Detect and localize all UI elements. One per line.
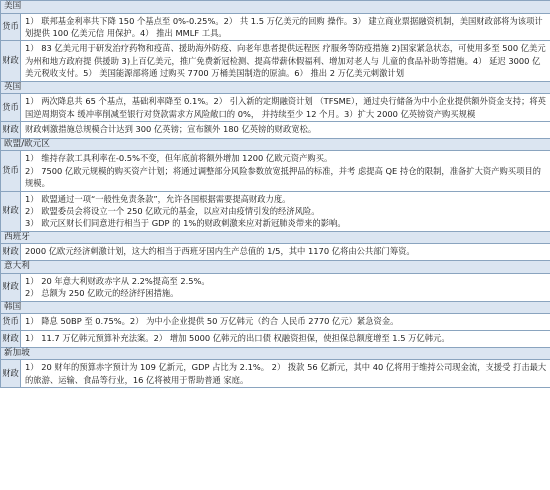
policy-content (21, 314, 550, 331)
policy-row (1, 191, 550, 231)
policy-type: 货币 (1, 13, 21, 41)
policy-line: 1） 83 亿美元用于研发治疗药物和疫苗、援助海外防疫、向老年患者提供远程医 疗服务等防疫措施 2)国家紧急状态，可使用多至 500 亿美元为州和地方政府提 供援助 3)上百亿美元，推广免费新冠检测、提高带薪休假福利、增加对老人与 儿童的食品补助等措施。4） 延迟 3000 亿美元税收支付。5） 美国能源部将通 过购买 7700 万桶美国制造的原油。6） 推出 2 万亿美元刺激计划 (25, 43, 546, 79)
policy-type: 货币 (1, 151, 21, 191)
policy-type: 财政 (1, 244, 21, 261)
country-name: 西班牙 (1, 231, 550, 244)
policy-type: 财政 (1, 41, 21, 81)
policy-type: 财政 (1, 122, 21, 139)
policy-row (1, 331, 550, 348)
policy-line: 2） 总额为 250 亿欧元的经济纾困措施。 (25, 288, 179, 299)
policy-line: 1） 11.7 万亿韩元预算补充法案。2） 增加 5000 亿韩元的出口债 权融资担保，使担保总额度增至 1.5 万亿韩元。 (25, 333, 450, 344)
policy-row (1, 314, 550, 331)
policy-content (21, 273, 550, 301)
country-name: 美国 (1, 1, 550, 14)
policy-row (1, 244, 550, 261)
policy-line: 1） 降息 50BP 至 0.75%。2） 为中小企业提供 50 万亿韩元（约合 人民币 2770 亿元）紧急资金。 (25, 316, 399, 327)
country-row (1, 231, 550, 244)
country-row (1, 1, 550, 14)
policy-type: 财政 (1, 360, 21, 388)
country-name: 英国 (1, 81, 550, 94)
policy-content (21, 41, 550, 81)
policy-row (1, 94, 550, 122)
policy-content (21, 13, 550, 41)
policy-row (1, 273, 550, 301)
policy-content (21, 191, 550, 231)
policy-line: 1） 两次降息共 65 个基点，基础利率降至 0.1%。2） 引入新的定期融资计划 （TFSME），通过央行储备为中小企业提供额外资金支持；将英国逆周期资本 缓冲率削减至银行对贷款需求方风险敞口的 0%， 并持续至少 12 个月。3）扩大 2000 亿英镑资产购买规模 (25, 96, 546, 119)
policy-line: 2） 7500 亿欧元规模的购买资产计划；将通过调整部分风险参数放宽抵押品的标准，并考 虑提高 QE 持仓的限制，准备扩大资产购买项目的规模。 (25, 165, 541, 189)
policy-type: 财政 (1, 273, 21, 301)
policy-type: 财政 (1, 191, 21, 231)
policy-line: 1） 20 财年的预算赤字预计为 109 亿新元，GDP 占比为 2.1%。 2） 拨款 56 亿新元，其中 40 亿将用于维持公司现金流，支援受 打击最大的旅游、运输、食品等行业，16 亿将被用于帮助普通 家庭。 (25, 362, 547, 385)
policy-row (1, 122, 550, 139)
policy-line: 1） 维持存款工具利率在-0.5%不变，但年底前将额外增加 1200 亿欧元资产购买。 (25, 153, 333, 164)
policy-content (21, 360, 550, 388)
country-name: 欧盟/欧元区 (1, 138, 550, 151)
country-row (1, 81, 550, 94)
policy-row (1, 13, 550, 41)
policy-line: 3） 欧元区财长们同意进行相当于 GDP 的 1%的财政刺激来应对新冠肺炎带来的影响。 (25, 218, 346, 229)
policy-content (21, 94, 550, 122)
policy-line: 2） 欧盟委员会将设立一个 250 亿欧元的基金，以应对由疫情引发的经济风险。 (25, 206, 320, 217)
country-row (1, 138, 550, 151)
policy-line: 1） 欧盟通过一项“一般性免责条款”，允许各国根据需要提高财政力度。 (25, 193, 291, 204)
policy-content (21, 331, 550, 348)
policy-type: 货币 (1, 94, 21, 122)
policy-line: 财政刺激措施总规模合计达到 300 亿英镑；宣布额外 180 亿英镑的财政宽松。 (25, 124, 317, 135)
country-name: 新加坡 (1, 347, 550, 360)
policy-row (1, 360, 550, 388)
policy-type: 货币 (1, 314, 21, 331)
policy-type: 财政 (1, 331, 21, 348)
policy-line: 1） 联邦基金利率共下降 150 个基点至 0%-0.25%。2） 共 1.5 万亿美元的回购 操作。3） 建立商业票据融资机制，美国财政部将为该项计划提供 100 亿美元信 用保护。4） 推出 MMLF 工具。 (25, 15, 543, 38)
country-row (1, 347, 550, 360)
policy-row (1, 151, 550, 191)
country-row (1, 261, 550, 274)
policy-content (21, 122, 550, 139)
policy-row (1, 41, 550, 81)
policy-content (21, 151, 550, 191)
country-name: 韩国 (1, 301, 550, 314)
policy-line: 2000 亿欧元经济刺激计划，这大约相当于西班牙国内生产总值的 1/5，其中 1170 亿将由公共部门筹资。 (25, 246, 415, 257)
policy-content (21, 244, 550, 261)
country-row (1, 301, 550, 314)
policy-line: 1） 20 年意大利财政赤字从 2.2%提高至 2.5%。 (25, 275, 210, 286)
country-name: 意大利 (1, 261, 550, 274)
table-body (1, 1, 550, 388)
